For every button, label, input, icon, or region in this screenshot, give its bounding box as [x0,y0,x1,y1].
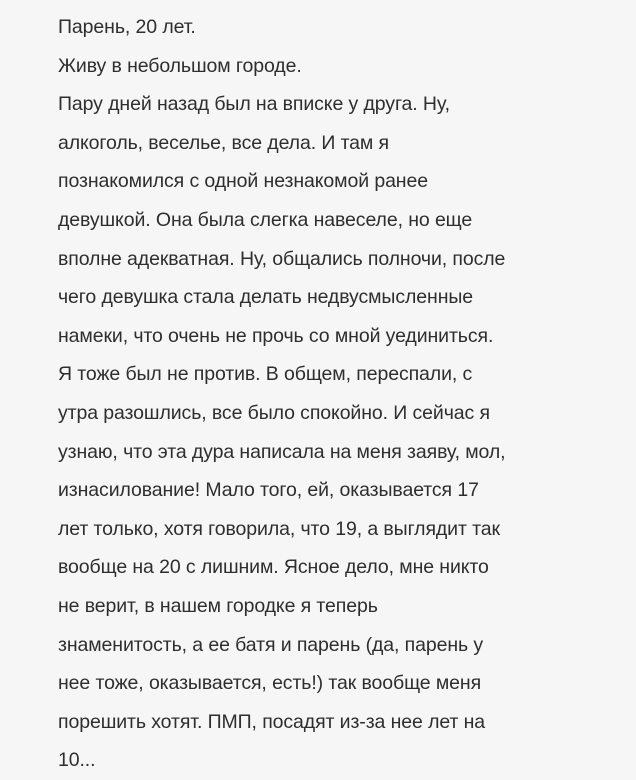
text-line: алкоголь, веселье, все дела. И там я [58,131,390,154]
text-line: Пару дней назад был на вписке у друга. Ну, [58,93,450,116]
text-line: Живу в небольшом городе. [58,54,302,77]
text-line: намеки, что очень не прочь со мной уединиться. [58,324,494,347]
text-line: лет только, хотя говорила, что 19, а выглядит так [58,517,500,540]
text-line: познакомился с одной незнакомой ранее [58,170,428,193]
text-line: знаменитость, а ее батя и парень (да, парень у [58,633,484,656]
text-line: 10... [58,749,96,772]
text-line: изнасилование! Мало того, ей, оказывается 17 [58,479,479,502]
text-line: не верит, в нашем городке я теперь [58,594,378,617]
text-line: вполне адекватная. Ну, общались полночи, после [58,247,506,270]
text-line: вообще на 20 с лишним. Ясное дело, мне никто [58,556,489,579]
text-line: чего девушка стала делать недвусмысленные [58,286,474,309]
text-line: порешить хотят. ПМП, посадят из-за нее лет на [58,710,486,733]
text-line: нее тоже, оказывается, есть!) так вообще меня [58,672,482,695]
text-line: утра разошлись, все было спокойно. И сейчас я [58,401,490,424]
text-line: девушкой. Она была слегка навеселе, но еще [58,208,473,231]
text-line: Я тоже был не против. В общем, переспали, с [58,363,473,386]
text-line: узнаю, что эта дура написала на меня заяву, мол, [58,440,506,463]
text-line: Парень, 20 лет. [58,16,196,38]
